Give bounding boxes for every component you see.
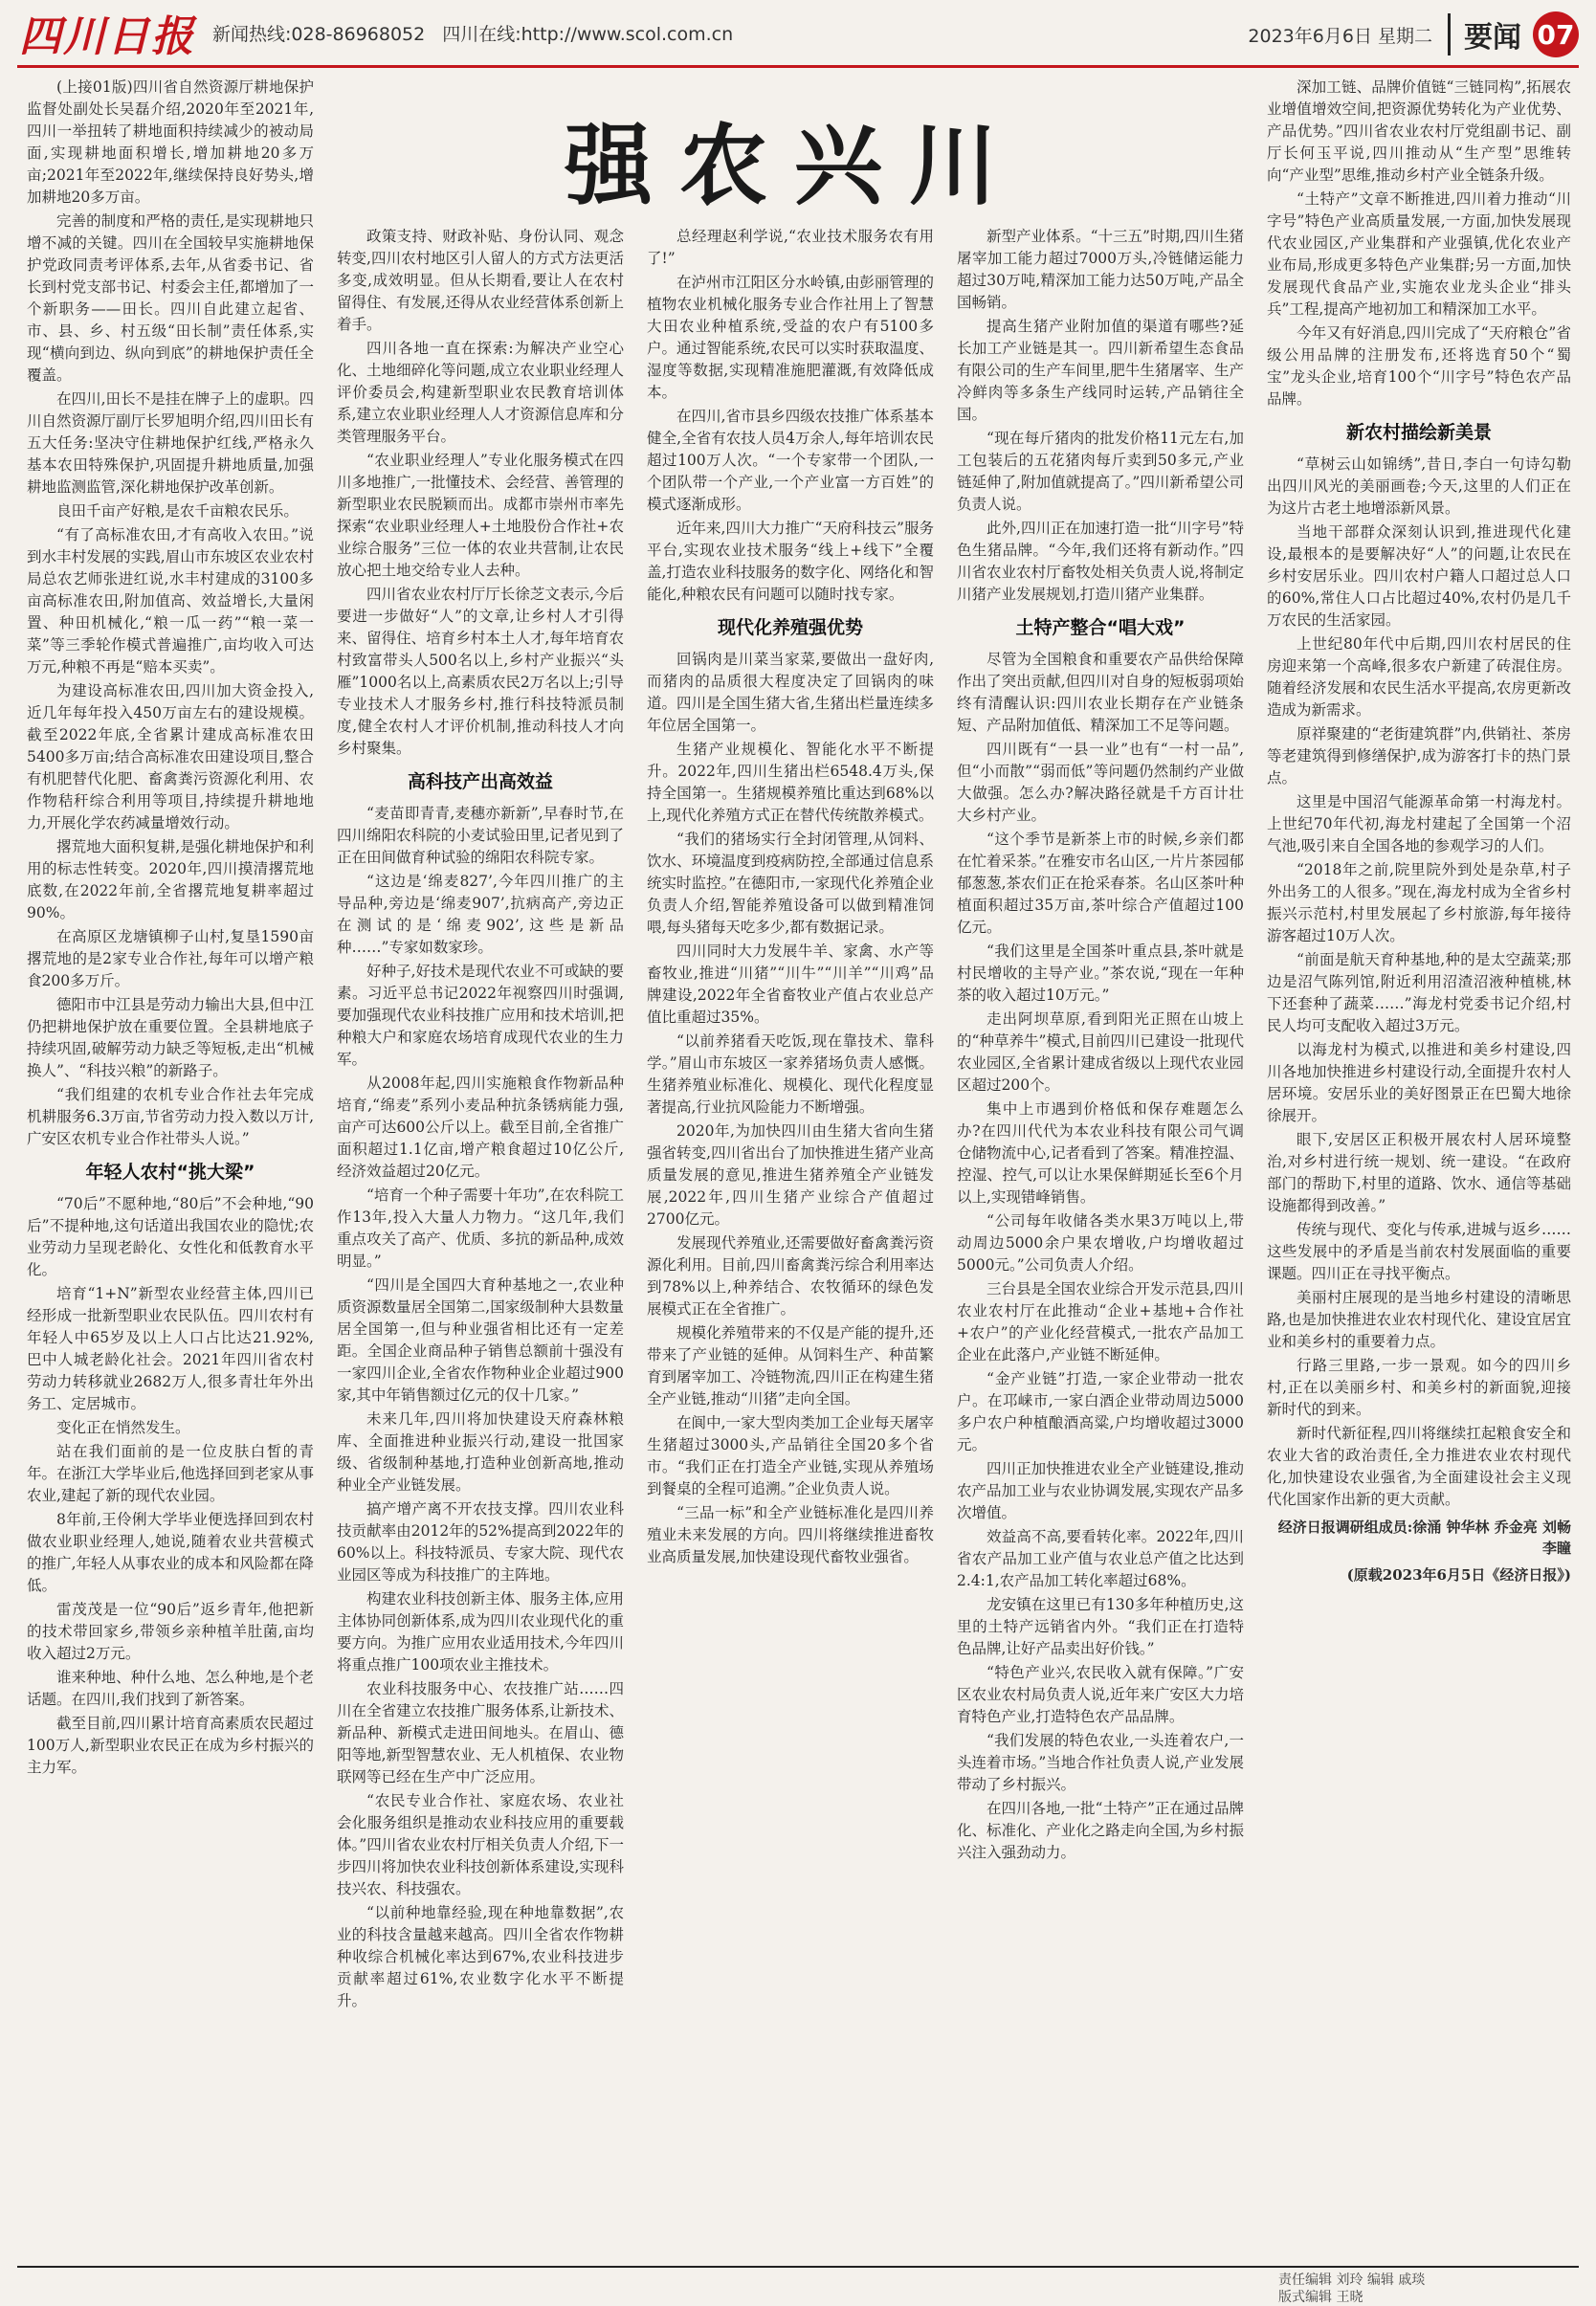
research-team-byline: 经济日报调研组成员:徐涌 钟华林 乔金亮 刘畅 李瞳 — [1277, 1519, 1571, 1557]
paragraph: “这个季节是新茶上市的时候,乡亲们都在忙着采茶。”在雅安市名山区,一片片茶园郁郁葱葱,茶农们正在抢采春茶。名山区茶叶种植面积超过35万亩,茶叶综合产值超过100亿元。 — [957, 831, 1244, 936]
paragraph: 眼下,安居区正积极开展农村人居环境整治,对乡村进行统一规划、统一建设。“在政府部门的帮助下,村里的道路、饮水、通信等基础设施都得到改善。” — [1267, 1131, 1571, 1214]
paragraph: 行路三里路,一步一景观。如今的四川乡村,正在以美丽乡村、和美乡村的新面貌,迎接新时代的到来。 — [1267, 1357, 1571, 1418]
paragraph: “四川是全国四大育种基地之一,农业种质资源数量居全国第二,国家级制种大县数量居全国第一,但与种业强省相比还有一定差距。全国企业商品种子销售总额前十强没有一家四川企业,全省农作物种业企业超过900家,其中年销售额过亿元的仅十几家。” — [337, 1276, 624, 1404]
paragraph: 在高原区龙塘镇柳子山村,复垦1590亩撂荒地的是2家专业合作社,每年可以增产粮食200多万斤。 — [27, 928, 314, 989]
paragraph: 完善的制度和严格的责任,是实现耕地只增不减的关键。四川在全国较早实施耕地保护党政同责考评体系,去年,从省委书记、省长到村党支部书记、村委会主任,都增加了一个新职务——田长。四川自此建立起省、市、县、乡、村五级“田长制”责任体系,实现“横向到边、纵向到底”的耕地保护责任全覆盖。 — [27, 212, 314, 384]
subhead-modern-breeding: 现代化养殖强优势 — [717, 617, 863, 638]
paragraph: 四川各地一直在探索:为解决产业空心化、土地细碎化等问题,成立农业职业经理人评价委员会,构建新型职业农民教育培训体系,建立农业职业经理人人才资源信息库和分类管理服务平台。 — [337, 340, 624, 445]
col3b-body — [647, 649, 934, 1568]
paragraph: 搞产增产离不开农技支撑。四川农业科技贡献率由2012年的52%提高到2022年的60%以上。科技特派员、专家大院、现代农业园区等成为科技推广的主阵地。 — [337, 1500, 624, 1584]
paragraph: “以前种地靠经验,现在种地靠数据”,农业的科技含量越来越高。四川全省农作物耕种收综合机械化率达到67%,农业科技进步贡献率超过61%,农业数字化水平不断提升。 — [337, 1904, 624, 2009]
subhead-new-countryside: 新农村描绘新美景 — [1345, 422, 1492, 443]
footer-rule — [17, 2266, 1579, 2268]
col4b-body — [957, 649, 1244, 1864]
paragraph: 为建设高标准农田,四川加大资金投入,近几年每年投入450万亩左右的建设规模。截至2022年底,全省累计建成高标准农田5400多万亩;结合高标准农田建设项目,整合有机肥替代化肥、畜禽粪污资源化利用、农作物秸秆综合利用等项目,持续提升耕地地力,开展化学农药减量增效行动。 — [27, 682, 314, 831]
paragraph: “三品一标”和全产业链标准化是四川养殖业未来发展的方向。四川将继续推进畜牧业高质量发展,加快建设现代畜牧业强省。 — [647, 1504, 934, 1565]
paragraph: “现在每斤猪肉的批发价格11元左右,加工包装后的五花猪肉每斤卖到50多元,产业链延伸了,附加值就提高了。”四川新希望公司负责人说。 — [957, 430, 1244, 513]
paragraph: 四川既有“一县一业”也有“一村一品”,但“小而散”“弱而低”等问题仍然制约产业做大做强。怎么办?解决路径就是千方百计壮大乡村产业。 — [957, 741, 1244, 824]
paragraph: 今年又有好消息,四川完成了“天府粮仓”省级公用品牌的注册发布,还将选育50个“蜀宝”龙头企业,培育100个“川字号”特色农产品品牌。 — [1267, 324, 1571, 408]
subhead-local-specialties: 土特产整合“唱大戏” — [1015, 617, 1186, 638]
paragraph: 在阆中,一家大型肉类加工企业每天屠宰生猪超过3000头,产品销往全国20多个省市。“我们正在打造全产业链,实现从养殖场到餐桌的全程可追溯。”企业负责人说。 — [647, 1414, 934, 1497]
paragraph: 发展现代养殖业,还需要做好畜禽粪污资源化利用。目前,四川畜禽粪污综合利用率达到78%以上,种养结合、农牧循环的绿色发展模式正在全省推广。 — [647, 1234, 934, 1318]
paragraph: 在四川,田长不是挂在牌子上的虚职。四川自然资源厅副厅长罗旭明介绍,四川田长有五大任务:坚决守住耕地保护红线,严格永久基本农田特殊保护,巩固提升耕地质量,加强耕地监测监管,深化耕地保护改革创新。 — [27, 390, 314, 496]
paragraph: 政策支持、财政补贴、身份认同、观念转变,四川农村地区引人留人的方式方法更活多变,成效明显。但从长期看,要让人在农村留得住、有发展,还得从农业经营体系创新上着手。 — [337, 228, 624, 333]
paragraph: 龙安镇在这里已有130多年种植历史,这里的土特产远销省内外。“我们正在打造特色品牌,让好产品卖出好价钱。” — [957, 1596, 1244, 1657]
news-hotline: 新闻热线:028-86968052 — [212, 23, 426, 45]
paragraph: 近年来,四川大力推广“天府科技云”服务平台,实现农业技术服务“线上+线下”全覆盖,打造农业科技服务的数字化、网络化和智能化,种粮农民有问题可以随时找专家。 — [647, 520, 934, 603]
paragraph: 美丽村庄展现的是当地乡村建设的清晰思路,也是加快推进农业农村现代化、建设宜居宜业和美乡村的重要着力点。 — [1267, 1289, 1571, 1350]
col2b-body — [337, 803, 624, 2012]
paragraph: 这里是中国沼气能源革命第一村海龙村。上世纪70年代初,海龙村建起了全国第一个沼气池,吸引来自全国各地的参观学习的人们。 — [1267, 793, 1571, 854]
paragraph: “我们的猪场实行全封闭管理,从饲料、饮水、环境温度到疫病防控,全部通过信息系统实时监控。”在德阳市,一家现代化养殖企业负责人介绍,智能养殖设备可以做到精准饲喂,每头猪每天吃多少,都有数据记录。 — [647, 831, 934, 936]
paragraph: 农业科技服务中心、农技推广站……四川在全省建立农技推广服务体系,让新技术、新品种、新模式走进田间地头。在眉山、德阳等地,新型智慧农业、无人机植保、农业物联网等已经在生产中广泛应用。 — [337, 1680, 624, 1785]
editor-credits — [1278, 2272, 1577, 2306]
paragraph: 未来几年,四川将加快建设天府森林粮库、全面推进种业振兴行动,建设一批国家级、省级制种基地,打造种业创新高地,推动种业全产业链发展。 — [337, 1410, 624, 1494]
paragraph: 生猪产业规模化、智能化水平不断提升。2022年,四川生猪出栏6548.4万头,保持全国第一。生猪规模养殖比重达到68%以上,现代化养殖方式正在替代传统散养模式。 — [647, 741, 934, 824]
paragraph: 新型产业体系。“十三五”时期,四川生猪屠宰加工能力超过7000万头,冷链储运能力超过30万吨,精深加工能力达50万吨,产品全国畅销。 — [957, 228, 1244, 311]
paragraph: “农民专业合作社、家庭农场、农业社会化服务组织是推动农业科技应用的重要载体。”四川省农业农村厅相关负责人介绍,下一步四川将加快农业科技创新体系建设,实现科技兴农、科技强农。 — [337, 1792, 624, 1897]
paragraph: “土特产”文章不断推进,四川着力推动“川字号”特色产业高质量发展,一方面,加快发展现代农业园区,产业集群和产业强镇,优化农业产业布局,形成更多特色产业集群;另一方面,加快发展现代食品产业,实施农业龙头企业“排头兵”工程,提高产地初加工和精深加工水平。 — [1267, 190, 1571, 318]
column-5 — [1267, 77, 1571, 2258]
col4-body — [957, 226, 1244, 606]
paragraph: 雷茂茂是一位“90后”返乡青年,他把新的技术带回家乡,带领乡亲种植羊肚菌,亩均收入超过2万元。 — [27, 1601, 314, 1662]
paragraph: “前面是航天育种基地,种的是太空蔬菜;那边是沼气陈列馆,附近利用沼渣沼液种植桃,林下还套种了蔬菜……”海龙村党委书记介绍,村民人均可支配收入超过3万元。 — [1267, 951, 1571, 1034]
col1-body — [27, 77, 314, 1150]
section-name: 要闻 — [1448, 13, 1521, 55]
masthead — [0, 0, 1596, 65]
paragraph: “特色产业兴,农民收入就有保障。”广安区农业农村局负责人说,近年来广安区大力培育特色产业,打造特色农产品品牌。 — [957, 1664, 1244, 1725]
col5b-body — [1267, 454, 1571, 1511]
paragraph: “我们这里是全国茶叶重点县,茶叶就是村民增收的主导产业。”茶农说,“现在一年种茶的收入超过10万元。” — [957, 942, 1244, 1004]
editor-line-1: 责任编辑 刘玲 编辑 戚琰 — [1278, 2273, 1426, 2288]
paragraph: 集中上市遇到价格低和保存难题怎么办?在四川代代为本农业科技有限公司气调仓储物流中心,记者看到了答案。精准控温、控湿、控气,可以让水果保鲜期延长至6个月以上,实现错峰销售。 — [957, 1100, 1244, 1206]
col2-body — [337, 226, 624, 760]
newspaper-logo[interactable]: 四川日报 — [19, 12, 195, 61]
paragraph: 三台县是全国农业综合开发示范县,四川农业农村厅在此推动“企业+基地+合作社+农户”的产业化经营模式,一批农产品加工企业在此落户,产业链不断延伸。 — [957, 1280, 1244, 1364]
paragraph: 尽管为全国粮食和重要农产品供给保障作出了突出贡献,但四川对自身的短板弱项始终有清醒认识:四川农业长期存在产业链条短、产品附加值低、精深加工不足等问题。 — [957, 651, 1244, 734]
paragraph: 总经理赵利学说,“农业技术服务农有用了!” — [647, 228, 934, 267]
paragraph: 变化正在悄然发生。 — [56, 1419, 190, 1436]
paragraph: 当地干部群众深刻认识到,推进现代化建设,最根本的是要解决好“人”的问题,让农民在乡村安居乐业。四川农村户籍人口超过总人口的60%,常住人口占比超过40%,农村仍是几千万农民的生活家园。 — [1267, 523, 1571, 629]
paragraph: 在泸州市江阳区分水岭镇,由彭丽管理的植物农业机械化服务专业合作社用上了智慧大田农业种植系统,受益的农户有5100多户。通过智能系统,农民可以实时获取温度、湿度等数据,实现精准施肥灌溉,有效降低成本。 — [647, 274, 934, 401]
paragraph: 规模化养殖带来的不仅是产能的提升,还带来了产业链的延伸。从饲料生产、种苗繁育到屠宰加工、冷链物流,四川正在构建生猪全产业链,推动“川猪”走向全国。 — [647, 1324, 934, 1408]
paragraph: “培育一个种子需要十年功”,在农科院工作13年,投入大量人力物力。“这几年,我们重点攻关了高产、优质、多抗的新品种,成效明显。” — [337, 1186, 624, 1270]
paragraph: 四川省农业农村厅厅长徐芝文表示,今后要进一步做好“人”的文章,让乡村人才引得来、留得住、培育乡村本土人才,每年培育农村致富带头人500名以上,乡村产业振兴“头雁”1000名以上,高素质农民2万名以上;引导专业技术人才服务乡村,推行科技特派员制度,健全农村人才评价机制,推动科技人才向乡村聚集。 — [337, 586, 624, 757]
paragraph: 2020年,为加快四川由生猪大省向生猪强省转变,四川省出台了加快推进生猪产业高质量发展的意见,推进生猪养殖全产业链发展,2022年,四川生猪产业综合产值超过2700亿元。 — [647, 1122, 934, 1228]
paragraph: 站在我们面前的是一位皮肤白皙的青年。在浙江大学毕业后,他选择回到老家从事农业,建起了新的现代农业园。 — [27, 1443, 314, 1504]
paragraph: (上接01版)四川省自然资源厅耕地保护监督处副处长吴磊介绍,2020年至2021年,四川一举扭转了耕地面积持续减少的被动局面,实现耕地面积增长,增加耕地20多万亩;2021年至2022年,继续保持良好势头,增加耕地20多万亩。 — [27, 78, 314, 206]
paragraph: “我们组建的农机专业合作社去年完成机耕服务6.3万亩,节省劳动力投入数以万计,广安区农机专业合作社带头人说。” — [27, 1086, 314, 1147]
paragraph: 在四川各地,一批“土特产”正在通过品牌化、标准化、产业化之路走向全国,为乡村振兴注入强劲动力。 — [957, 1800, 1244, 1861]
editor-line-2: 版式编辑 王晓 — [1278, 2290, 1363, 2305]
paragraph: “公司每年收储各类水果3万吨以上,带动周边5000余户果农增收,户均增收超过5000元。”公司负责人介绍。 — [957, 1212, 1244, 1274]
page-number-badge: 07 — [1533, 11, 1579, 57]
col3-body — [647, 226, 934, 606]
paragraph: “有了高标准农田,才有高收入农田。”说到水丰村发展的实践,眉山市东坡区农业农村局总农艺师张进红说,水丰村建成的3100多亩高标准农田,附加值高、效益增长,大量闲置、种田机械化,“粮一瓜一药”“粮一菜一菜”等三季轮作模式普遍推广,亩均收入可达万元,种粮不再是“赔本买卖”。 — [27, 526, 314, 676]
paragraph: 效益高不高,要看转化率。2022年,四川省农产品加工业产值与农业总产值之比达到2.4:1,农产品加工转化率超过68%。 — [957, 1528, 1244, 1589]
column-3 — [647, 226, 934, 2258]
col1b-body — [27, 1193, 314, 1779]
issue-date: 2023年6月6日 星期二 — [1248, 25, 1432, 47]
paragraph: 培育“1+N”新型农业经营主体,四川已经形成一批新型职业农民队伍。四川农村有年轻人中65岁及以上人口占比达21.92%,巴中人城老龄化社会。2021年四川省农村劳动力转移就业2682万人,很多青壮年外出务工、定居城市。 — [27, 1285, 314, 1412]
paragraph: 原祥聚建的“老街建筑群”内,供销社、茶房等老建筑得到修缮保护,成为游客打卡的热门景点。 — [1267, 725, 1571, 787]
paragraph: 此外,四川正在加速打造一批“川字号”特色生猪品牌。“今年,我们还将有新动作。”四川省农业农村厅畜牧处相关负责人说,将制定川猪产业发展规划,打造川猪产业集群。 — [957, 520, 1244, 603]
paragraph: 提高生猪产业附加值的渠道有哪些?延长加工产业链是其一。四川新希望生态食品有限公司的生产车间里,肥牛生猪屠宰、生产冷鲜肉等多条生产线同时运转,产品销往全国。 — [957, 318, 1244, 423]
paragraph: “我们发展的特色农业,一头连着农户,一头连着市场。”当地合作社负责人说,产业发展带动了乡村振兴。 — [957, 1732, 1244, 1793]
paragraph: “2018年之前,院里院外到处是杂草,村子外出务工的人很多。”现在,海龙村成为全省乡村振兴示范村,村里发展起了乡村旅游,每年接待游客超过10万人次。 — [1267, 861, 1571, 944]
paragraph: “70后”不愿种地,“80后”不会种地,“90后”不提种地,这句话道出我国农业的隐忧;农业劳动力呈现老龄化、女性化和低教育水平化。 — [27, 1195, 314, 1278]
column-1 — [27, 77, 314, 2258]
paragraph: 四川同时大力发展牛羊、家禽、水产等畜牧业,推进“川猪”“川牛”“川羊”“川鸡”品牌建设,2022年全省畜牧业产值占农业总产值比重超过35%。 — [647, 942, 934, 1026]
paragraph: 回锅肉是川菜当家菜,要做出一盘好肉,而猪肉的品质很大程度决定了回锅肉的味道。四川是全国生猪大省,生猪出栏量连续多年位居全国第一。 — [647, 651, 934, 734]
column-4 — [957, 226, 1244, 2258]
paragraph: 走出阿坝草原,看到阳光正照在山坡上的“种草养牛”模式,目前四川已建设一批现代农业园区,全省累计建成省级以上现代农业园区超过200个。 — [957, 1010, 1244, 1094]
paragraph: “以前养猪看天吃饭,现在靠技术、靠科学。”眉山市东坡区一家养猪场负责人感慨。生猪养殖业标准化、规模化、现代化程度显著提高,行业抗风险能力不断增强。 — [647, 1032, 934, 1116]
paragraph: “麦苗即青青,麦穗亦新新”,早春时节,在四川绵阳农科院的小麦试验田里,记者见到了正在田间做育种试验的绵阳农科院专家。 — [337, 805, 624, 866]
paragraph: “这边是‘绵麦827’,今年四川推广的主导品种,旁边是‘绵麦907’,抗病高产,旁边正在测试的是‘绵麦902’,这些是新品种……”专家如数家珍。 — [337, 873, 624, 956]
paragraph: 良田千亩产好粮,是农千亩粮农民乐。 — [56, 502, 299, 520]
paragraph: 新时代新征程,四川将继续扛起粮食安全和农业大省的政治责任,全力推进农业农村现代化,加快建设农业强省,为全面建设社会主义现代化国家作出新的更大贡献。 — [1267, 1425, 1571, 1508]
paragraph: 截至目前,四川累计培育高素质农民超过100万人,新型职业农民正在成为乡村振兴的主力军。 — [27, 1715, 314, 1776]
paragraph: 谁来种地、种什么地、怎么种地,是个老话题。在四川,我们找到了新答案。 — [27, 1669, 314, 1708]
paragraph: 好种子,好技术是现代农业不可或缺的要素。习近平总书记2022年视察四川时强调,要加强现代农业科技推广应用和技术培训,把种粮大户和家庭农场培育成现代农业的生力军。 — [337, 963, 624, 1068]
paragraph: 从2008年起,四川实施粮食作物新品种培育,“绵麦”系列小麦品种抗条锈病能力强,亩产可达600公斤以上。截至目前,全省推广面积超过1.1亿亩,增产粮食超过10亿公斤,经济效益超过20亿元。 — [337, 1075, 624, 1180]
paragraph: “农业职业经理人”专业化服务模式在四川多地推广,一批懂技术、会经营、善管理的新型职业农民脱颖而出。成都市崇州市率先探索“农业职业经理人+土地股份合作社+农业综合服务”三位一体的农业共营制,让农民放心把土地交给专业人去种。 — [337, 452, 624, 579]
website-link[interactable]: 四川在线:http://www.scol.com.cn — [442, 23, 734, 45]
column-2 — [337, 226, 624, 2258]
paragraph: 以海龙村为模式,以推进和美乡村建设,四川各地加快推进乡村建设行动,全面提升农村人居环境。安居乐业的美好图景正在巴蜀大地徐徐展开。 — [1267, 1041, 1571, 1124]
article-headline: 强农兴川 — [564, 114, 1024, 217]
paragraph: 在四川,省市县乡四级农技推广体系基本健全,全省有农技人员4万余人,每年培训农民超过100万人次。“一个专家带一个团队,一个团队带一个产业,一个产业富一方百姓”的模式逐渐成形。 — [647, 408, 934, 513]
paragraph: 构建农业科技创新主体、服务主体,应用主体协同创新体系,成为四川农业现代化的重要方向。为推广应用农业适用技术,今年四川将重点推广100项农业主推技术。 — [337, 1590, 624, 1674]
paragraph: “金产业链”打造,一家企业带动一批农户。在邛崃市,一家白酒企业带动周边5000多户农户种植酿酒高粱,户均增收超过3000元。 — [957, 1370, 1244, 1453]
paragraph: 8年前,王伶俐大学毕业便选择回到农村做农业职业经理人,她说,随着农业共营模式的推广,年轻人从事农业的成本和风险都在降低。 — [27, 1511, 314, 1594]
subhead-high-tech: 高科技产出高效益 — [407, 771, 553, 792]
masthead-right — [1248, 11, 1579, 57]
col5-body — [1267, 77, 1571, 410]
subhead-young-farmers: 年轻人农村“挑大梁” — [85, 1162, 255, 1183]
paragraph: 传统与现代、变化与传承,进城与返乡……这些发展中的矛盾是当前农村发展面临的重要课题。四川正在寻找平衡点。 — [1267, 1221, 1571, 1282]
paragraph: 撂荒地大面积复耕,是强化耕地保护和利用的标志性转变。2020年,四川摸清撂荒地底数,在2022年前,全省撂荒地复耕率超过90%。 — [27, 838, 314, 921]
paragraph: 上世纪80年代中后期,四川农村居民的住房迎来第一个高峰,很多农户新建了砖混住房。随着经济发展和农民生活水平提高,农房更新改造成为新需求。 — [1267, 635, 1571, 719]
header-rule — [17, 65, 1579, 68]
paragraph: “草树云山如锦绣”,昔日,李白一句诗勾勒出四川风光的美丽画卷;今天,这里的人们正在为这片古老土地增添新风景。 — [1267, 455, 1571, 517]
paragraph: 深加工链、品牌价值链“三链同构”,拓展农业增值增效空间,把资源优势转化为产业优势、产品优势。”四川省农业农村厅党组副书记、副厅长何玉平说,四川推动从“生产型”思维转向“产业型”思维,推动乡村产业全链条升级。 — [1267, 78, 1571, 184]
paragraph: 四川正加快推进农业全产业链建设,推动农产品加工业与农业协调发展,实现农产品多次增值。 — [957, 1460, 1244, 1521]
paragraph: 德阳市中江县是劳动力输出大县,但中江仍把耕地保护放在重要位置。全县耕地底子持续巩固,破解劳动力缺乏等短板,走出“机械换人”、“科技兴粮”的新路子。 — [27, 996, 314, 1079]
source-note: (原载2023年6月5日《经济日报》) — [1346, 1566, 1571, 1584]
